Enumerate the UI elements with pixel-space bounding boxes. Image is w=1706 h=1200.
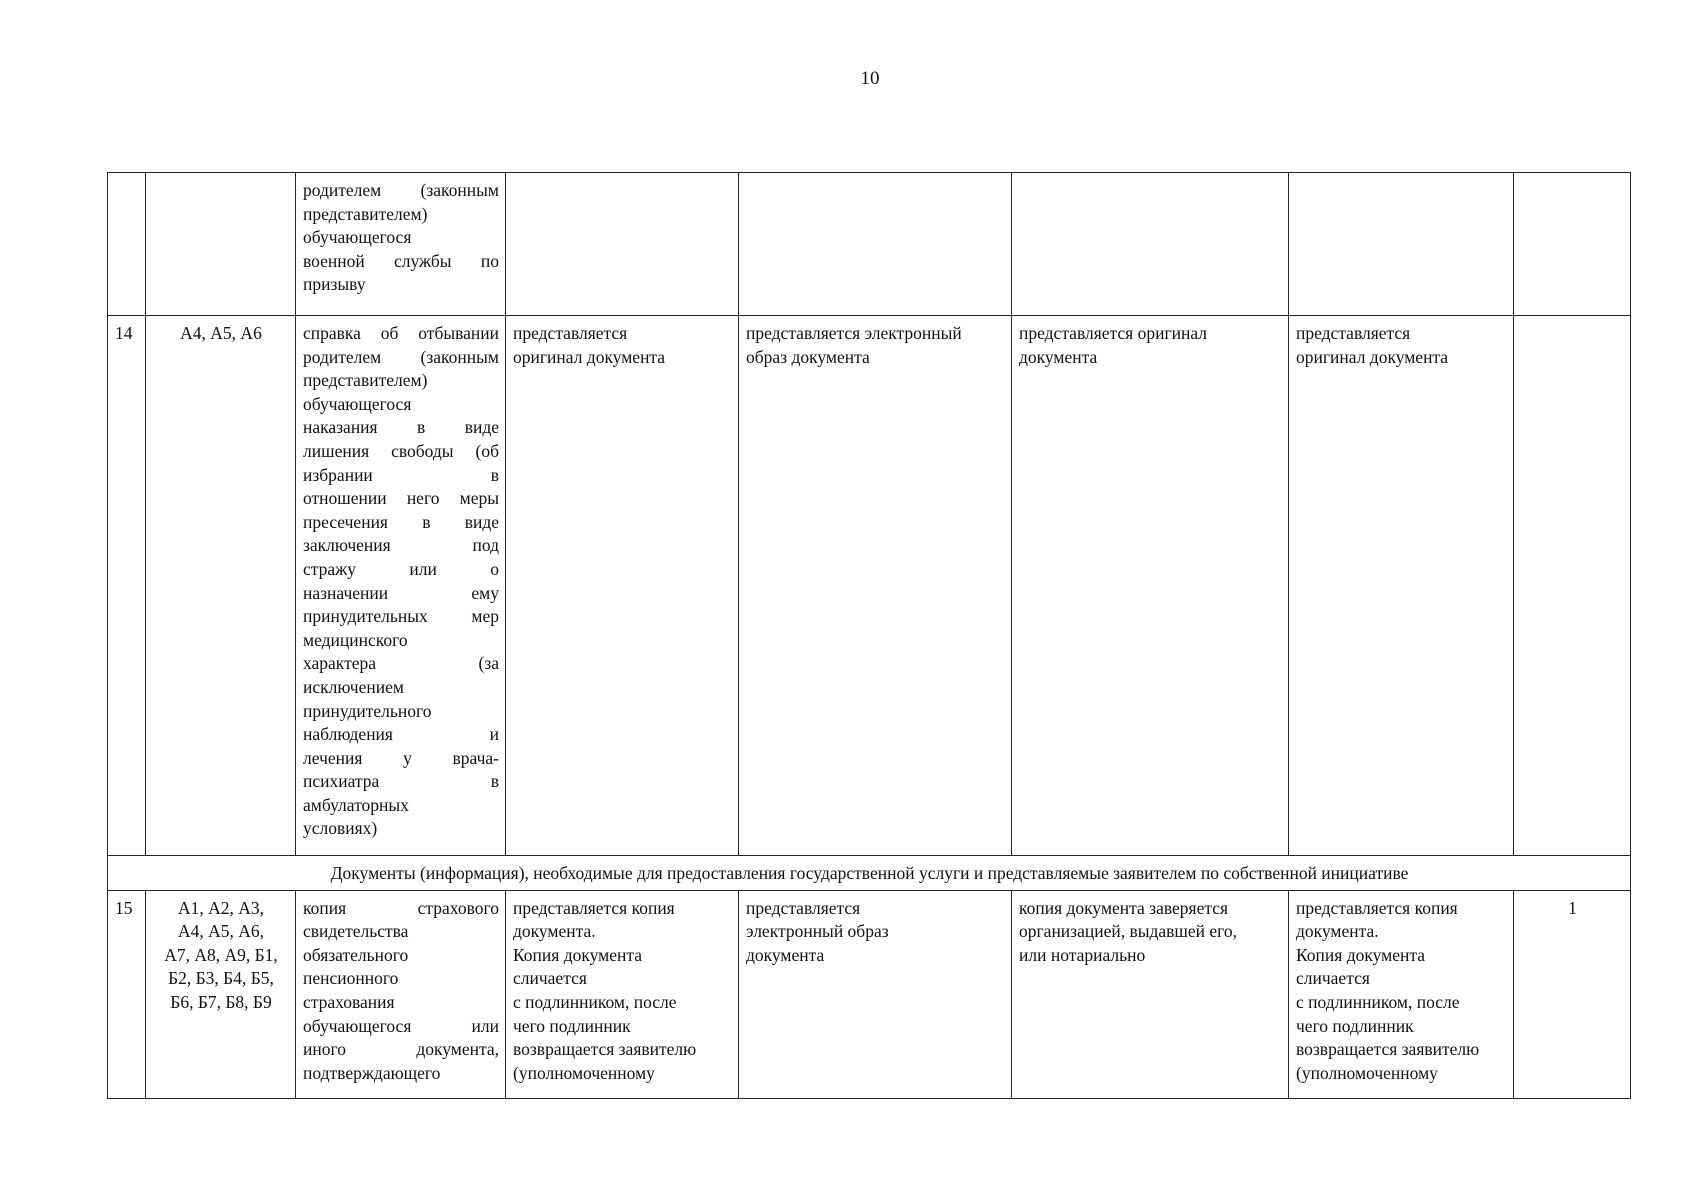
certification-cell <box>1012 173 1289 316</box>
cell-line: или нотариально <box>1019 944 1146 965</box>
cell-line: Б2, Б3, Б4, Б5, <box>168 968 274 989</box>
document-name-line: обучающегося или <box>303 1015 499 1036</box>
cell-line: представляется оригинал <box>1019 323 1208 343</box>
electronic-form-cell <box>739 890 1012 1098</box>
document-name <box>296 316 506 856</box>
document-name <box>296 890 506 1098</box>
cell-line: А7, А8, А9, Б1, <box>164 944 278 965</box>
cell-line: чего подлинник <box>1296 1015 1414 1036</box>
cell-line: документа <box>1019 346 1098 367</box>
section-header-row <box>108 856 1631 891</box>
cell-line: чего подлинник <box>513 1015 631 1036</box>
document-name-line: пресечения в виде <box>303 511 499 532</box>
cell-line: представляется копия <box>513 897 675 918</box>
document-name-line: заключения под <box>303 535 499 556</box>
document-name-line: родителем (законным <box>303 346 499 367</box>
document-name-line: назначении ему <box>303 582 499 603</box>
page-number: 10 <box>860 68 880 89</box>
quantity-cell <box>1514 316 1631 856</box>
document-name-line: представителем) <box>303 370 428 391</box>
document-name-line: подтверждающего <box>303 1062 441 1083</box>
document-name-line: принудительных мер <box>303 606 499 627</box>
submission-form-cell <box>506 890 739 1098</box>
cell-line: оригинал документа <box>1296 346 1449 367</box>
table-row <box>108 890 1631 1098</box>
document-name-line: избрании в <box>303 464 499 485</box>
mfc-form-cell <box>1289 890 1514 1098</box>
cell-line: документа. <box>513 921 596 942</box>
cell-line: возвращается заявителю <box>1296 1039 1480 1060</box>
document-name <box>296 173 506 316</box>
mfc-form-cell <box>1289 173 1514 316</box>
electronic-form-cell <box>739 173 1012 316</box>
cell-line: представляется <box>746 897 861 918</box>
document-name-line: свидетельства <box>303 921 409 942</box>
cell-line: представляется <box>1296 323 1411 343</box>
cell-line: представляется копия <box>1296 897 1458 918</box>
cell-line: образ документа <box>746 346 870 367</box>
document-name-line: обязательного <box>303 944 409 965</box>
cell-line: Копия документа <box>1296 944 1425 965</box>
cell-line: документа. <box>1296 921 1379 942</box>
cell-line: Б6, Б7, Б8, Б9 <box>170 991 272 1012</box>
applicant-categories <box>146 316 296 856</box>
row-number <box>108 173 146 316</box>
document-name-line: обучающегося <box>303 393 412 414</box>
cell-line: возвращается заявителю <box>513 1039 697 1060</box>
quantity-cell: 1 <box>1514 890 1631 1098</box>
certification-cell <box>1012 316 1289 856</box>
cell-line: Копия документа <box>513 944 642 965</box>
document-name-line: иного документа, <box>303 1039 499 1060</box>
cell-line: документа <box>746 944 825 965</box>
document-name-line: страхования <box>303 991 395 1012</box>
document-name-line: характера (за <box>303 653 499 674</box>
cell-line: (уполномоченному <box>513 1062 655 1083</box>
row-number: 15 <box>108 890 146 1098</box>
document-name-line: лечения у врача- <box>303 747 499 768</box>
document-name-line: исключением <box>303 676 404 697</box>
document-name-line: отношении него меры <box>303 488 499 509</box>
document-name-line: военной службы по <box>303 250 499 271</box>
certification-cell <box>1012 890 1289 1098</box>
section-header: Документы (информация), необходимые для предоставления государственной услуги и представляемые заявителем по собственной инициативе <box>108 856 1631 891</box>
cell-line: (уполномоченному <box>1296 1062 1438 1083</box>
cell-line: представляется <box>513 323 628 343</box>
applicant-categories <box>146 173 296 316</box>
cell-line: с подлинником, после <box>513 991 677 1012</box>
document-name-line: принудительного <box>303 700 432 721</box>
document-name-line: справка об отбывании <box>303 323 499 343</box>
row-number: 14 <box>108 316 146 856</box>
submission-form-cell <box>506 173 739 316</box>
document-name-line: призыву <box>303 274 366 295</box>
quantity-cell <box>1514 173 1631 316</box>
document-name-line: наблюдения и <box>303 724 499 745</box>
cell-line: организацией, выдавшей его, <box>1019 921 1238 942</box>
document-name-line: психиатра в <box>303 771 499 792</box>
cell-line: сличается <box>513 968 587 989</box>
applicant-categories <box>146 890 296 1098</box>
cell-line: копия документа заверяется <box>1019 897 1229 918</box>
document-name-line: условиях) <box>303 818 378 839</box>
document-name-line: амбулаторных <box>303 794 409 815</box>
electronic-form-cell <box>739 316 1012 856</box>
cell-line: А4, А5, А6 <box>180 323 262 343</box>
cell-line: А1, А2, А3, <box>177 897 265 918</box>
cell-line: представляется электронный <box>746 323 962 343</box>
table-row <box>108 316 1631 856</box>
table-row <box>108 173 1631 316</box>
document-name-line: наказания в виде <box>303 417 499 438</box>
cell-line: электронный образ <box>746 921 889 942</box>
cell-line: с подлинником, после <box>1296 991 1460 1012</box>
cell-line: оригинал документа <box>513 346 666 367</box>
cell-line: А4, А5, А6, <box>177 921 265 942</box>
document-name-line: стражу или о <box>303 558 499 579</box>
submission-form-cell <box>506 316 739 856</box>
mfc-form-cell <box>1289 316 1514 856</box>
document-name-line: медицинского <box>303 629 408 650</box>
document-name-line: копия страхового <box>303 897 499 918</box>
document-name-line: пенсионного <box>303 968 399 989</box>
documents-table <box>107 172 1631 1099</box>
document-name-line: обучающегося <box>303 227 412 248</box>
cell-line: сличается <box>1296 968 1370 989</box>
document-name-line: родителем (законным <box>303 180 499 200</box>
document-name-line: лишения свободы (об <box>303 440 499 461</box>
document-name-line: представителем) <box>303 203 428 224</box>
